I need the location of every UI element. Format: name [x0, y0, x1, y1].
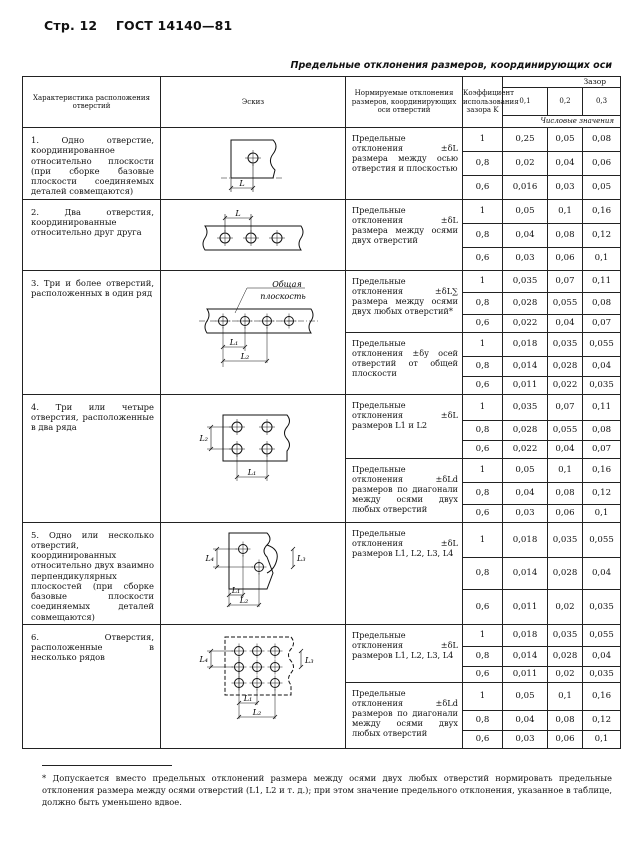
sketch-label-plane: плоскость	[260, 291, 306, 301]
row-normalized-deviation: Предельные отклонения ±δLd размеров по диагонали между осями двух любых отверстий	[346, 458, 463, 522]
value-cell: 0,035	[583, 666, 621, 682]
header-normalized: Нормируемые отклонения размеров, координирующих оси отверстий	[346, 77, 463, 128]
coefficient-cell: 0,8	[463, 356, 503, 376]
table-row	[23, 624, 621, 646]
value-cell: 0,055	[548, 420, 583, 440]
value-cell: 0,011	[503, 666, 548, 682]
value-cell: 0,08	[583, 128, 621, 152]
value-cell: 0,25	[503, 128, 548, 152]
value-cell: 0,05	[583, 176, 621, 199]
value-cell: 0,16	[583, 682, 621, 710]
coefficient-cell: 1	[463, 394, 503, 420]
value-cell: 0,035	[583, 589, 621, 624]
header-coefficient: Коэффициент использования зазора K	[463, 77, 503, 128]
coefficient-cell: 0,8	[463, 223, 503, 247]
row-characteristic: 1. Одно отверстие, координированное относительно плоскости (при сборке базовые плоскости соединяемых деталей совмещаются)	[23, 128, 161, 200]
value-cell: 0,1	[548, 682, 583, 710]
svg-text:L₄: L₄	[199, 654, 208, 664]
table-row	[23, 128, 621, 152]
value-cell: 0,08	[583, 292, 621, 314]
row-sketch	[161, 522, 346, 624]
value-cell: 0,04	[548, 314, 583, 332]
coefficient-cell: 1	[463, 332, 503, 356]
value-cell: 0,1	[583, 504, 621, 522]
value-cell: 0,1	[583, 247, 621, 270]
value-cell: 0,04	[583, 356, 621, 376]
value-cell: 0,06	[548, 504, 583, 522]
value-cell: 0,06	[583, 152, 621, 176]
coefficient-cell: 0,8	[463, 482, 503, 504]
coefficient-cell: 0,8	[463, 420, 503, 440]
value-cell: 0,028	[548, 646, 583, 666]
value-cell: 0,022	[503, 314, 548, 332]
row-characteristic: 3. Три и более отверстий, расположенных в один ряд	[23, 270, 161, 394]
sketch-multi-rows	[163, 629, 343, 725]
value-cell: 0,055	[583, 624, 621, 646]
svg-text:L₁: L₁	[231, 585, 241, 595]
row-sketch	[161, 624, 346, 748]
value-cell: 0,12	[583, 482, 621, 504]
svg-text:L: L	[235, 208, 241, 218]
table-row	[23, 270, 621, 292]
row-normalized-deviation: Предельные отклонения ±δLd размеров по диагонали между осями двух любых отверстий	[346, 682, 463, 748]
coefficient-cell: 0,6	[463, 440, 503, 458]
value-cell: 0,08	[548, 223, 583, 247]
value-cell: 0,1	[548, 199, 583, 223]
coefficient-cell: 0,8	[463, 558, 503, 590]
row-normalized-deviation: Предельные отклонения ±δL размера между осями двух отверстий	[346, 199, 463, 270]
value-cell: 0,04	[503, 482, 548, 504]
row-normalized-deviation: Предельные отклонения ±δL∑ размера между осями двух любых отверстий*	[346, 270, 463, 332]
row-sketch	[161, 199, 346, 270]
value-cell: 0,055	[583, 522, 621, 558]
value-cell: 0,011	[503, 589, 548, 624]
coefficient-cell: 1	[463, 624, 503, 646]
value-cell: 0,05	[503, 458, 548, 482]
value-cell: 0,02	[503, 152, 548, 176]
value-cell: 0,018	[503, 522, 548, 558]
value-cell: 0,03	[503, 730, 548, 748]
value-cell: 0,11	[583, 270, 621, 292]
value-cell: 0,07	[583, 440, 621, 458]
value-cell: 0,05	[503, 682, 548, 710]
value-cell: 0,06	[548, 247, 583, 270]
value-cell: 0,055	[548, 292, 583, 314]
row-normalized-deviation: Предельные отклонения ±δL размера между осью отверстия и плоскостью	[346, 128, 463, 200]
header-characteristic: Характеристика расположения отверстий	[23, 77, 161, 128]
value-cell: 0,014	[503, 356, 548, 376]
coefficient-cell: 0,8	[463, 710, 503, 730]
value-cell: 0,055	[583, 332, 621, 356]
value-cell: 0,011	[503, 376, 548, 394]
header-sketch: Эскиз	[161, 77, 346, 128]
svg-text:L₂: L₂	[252, 707, 262, 717]
value-cell: 0,02	[548, 589, 583, 624]
deviation-table	[22, 76, 621, 749]
coefficient-cell: 0,6	[463, 376, 503, 394]
coefficient-cell: 0,6	[463, 666, 503, 682]
value-cell: 0,03	[548, 176, 583, 199]
svg-text:L₂: L₂	[199, 433, 208, 443]
value-cell: 0,07	[548, 394, 583, 420]
coefficient-cell: 0,8	[463, 646, 503, 666]
value-cell: 0,016	[503, 176, 548, 199]
sketch-one-hole	[163, 132, 343, 196]
value-cell: 0,1	[548, 458, 583, 482]
value-cell: 0,08	[548, 710, 583, 730]
value-cell: 0,04	[548, 152, 583, 176]
value-cell: 0,028	[503, 292, 548, 314]
coefficient-cell: 1	[463, 522, 503, 558]
sketch-two-rows	[163, 399, 343, 485]
value-cell: 0,035	[548, 332, 583, 356]
value-cell: 0,028	[548, 356, 583, 376]
sketch-row-holes	[163, 275, 343, 371]
row-normalized-deviation: Предельные отклонения ±δL размеров L1, L2, L3, L4	[346, 522, 463, 624]
coefficient-cell: 0,8	[463, 292, 503, 314]
svg-text:L₁: L₁	[229, 337, 239, 347]
row-normalized-deviation: Предельные отклонения ±δy осей отверстий от общей плоскости	[346, 332, 463, 394]
row-normalized-deviation: Предельные отклонения ±δL размеров L1 и L2	[346, 394, 463, 458]
svg-text:L₃: L₃	[297, 553, 306, 563]
value-cell: 0,16	[583, 199, 621, 223]
coefficient-cell: 1	[463, 199, 503, 223]
value-cell: 0,04	[583, 558, 621, 590]
coefficient-cell: 0,6	[463, 247, 503, 270]
header-gap-value-2: 0,2	[548, 88, 583, 116]
value-cell: 0,018	[503, 624, 548, 646]
value-cell: 0,028	[548, 558, 583, 590]
value-cell: 0,03	[503, 247, 548, 270]
table-row	[23, 394, 621, 420]
svg-text:L₁: L₁	[247, 467, 257, 477]
value-cell: 0,07	[548, 270, 583, 292]
row-sketch	[161, 394, 346, 522]
value-cell: 0,035	[503, 270, 548, 292]
value-cell: 0,08	[548, 482, 583, 504]
value-cell: 0,035	[503, 394, 548, 420]
row-sketch	[161, 270, 346, 394]
coefficient-cell: 0,6	[463, 589, 503, 624]
coefficient-cell: 1	[463, 458, 503, 482]
table-row	[23, 199, 621, 223]
header-row-1	[23, 77, 621, 88]
value-cell: 0,022	[503, 440, 548, 458]
sketch-two-holes	[163, 204, 343, 258]
value-cell: 0,04	[583, 646, 621, 666]
coefficient-cell: 0,8	[463, 152, 503, 176]
svg-text:L₃: L₃	[305, 655, 314, 665]
coefficient-cell: 0,6	[463, 730, 503, 748]
svg-text:L₂: L₂	[240, 351, 250, 361]
row-normalized-deviation: Предельные отклонения ±δL размеров L1, L2, L3, L4	[346, 624, 463, 682]
header-gap-value-1: 0,1	[503, 88, 548, 116]
value-cell: 0,07	[583, 314, 621, 332]
coefficient-cell: 0,6	[463, 504, 503, 522]
value-cell: 0,08	[583, 420, 621, 440]
row-characteristic: 2. Два отверстия, координированные относительно друг друга	[23, 199, 161, 270]
value-cell: 0,04	[503, 710, 548, 730]
footnote-rule	[42, 765, 172, 766]
value-cell: 0,06	[548, 730, 583, 748]
value-cell: 0,028	[503, 420, 548, 440]
value-cell: 0,16	[583, 458, 621, 482]
header-gap: Зазор	[503, 77, 621, 88]
footnote: * Допускается вместо предельных отклонений размера между осями двух любых отверстий нормировать предельные отклонения размера между осями отверстий (L1, L2 и т. д.); при этом значение предельного отклонения, указанное в таблице, должно быть уменьшено вдвое.	[42, 773, 612, 808]
svg-text:L₁: L₁	[243, 693, 253, 703]
value-cell: 0,035	[548, 522, 583, 558]
standard-number: ГОСТ 14140—81	[115, 18, 233, 33]
value-cell: 0,04	[548, 440, 583, 458]
coefficient-cell: 0,6	[463, 176, 503, 199]
table-body	[23, 128, 621, 749]
value-cell: 0,11	[583, 394, 621, 420]
row-characteristic: 5. Одно или несколько отверстий, координированных относительно двух взаимно перпендикулярных плоскостей (при сборке базовые плоскости соединяемых деталей совмещаются)	[23, 522, 161, 624]
value-cell: 0,12	[583, 710, 621, 730]
value-cell: 0,05	[503, 199, 548, 223]
svg-text:L₄: L₄	[205, 553, 214, 563]
svg-text:L: L	[239, 179, 245, 188]
coefficient-cell: 0,6	[463, 314, 503, 332]
table-row	[23, 522, 621, 558]
svg-text:L₂: L₂	[239, 595, 249, 605]
row-sketch	[161, 128, 346, 200]
value-cell: 0,014	[503, 646, 548, 666]
value-cell: 0,04	[503, 223, 548, 247]
row-characteristic: 4. Три или четыре отверстия, расположенные в два ряда	[23, 394, 161, 522]
header-gap-value-3: 0,3	[583, 88, 621, 116]
sketch-label-common: Общая	[272, 279, 302, 289]
value-cell: 0,1	[583, 730, 621, 748]
value-cell: 0,035	[583, 376, 621, 394]
sketch-two-planes	[163, 527, 343, 609]
page-label: Стр. 12	[44, 18, 98, 33]
value-cell: 0,02	[548, 666, 583, 682]
header-numeric-values: Числовые значения	[503, 116, 621, 128]
value-cell: 0,014	[503, 558, 548, 590]
value-cell: 0,022	[548, 376, 583, 394]
row-characteristic: 6. Отверстия, расположенные в несколько рядов	[23, 624, 161, 748]
value-cell: 0,035	[548, 624, 583, 646]
coefficient-cell: 1	[463, 682, 503, 710]
value-cell: 0,05	[548, 128, 583, 152]
coefficient-cell: 1	[463, 270, 503, 292]
table-title: Предельные отклонения размеров, координирующих оси	[290, 60, 612, 71]
value-cell: 0,12	[583, 223, 621, 247]
value-cell: 0,03	[503, 504, 548, 522]
coefficient-cell: 1	[463, 128, 503, 152]
value-cell: 0,018	[503, 332, 548, 356]
running-head	[44, 18, 232, 33]
